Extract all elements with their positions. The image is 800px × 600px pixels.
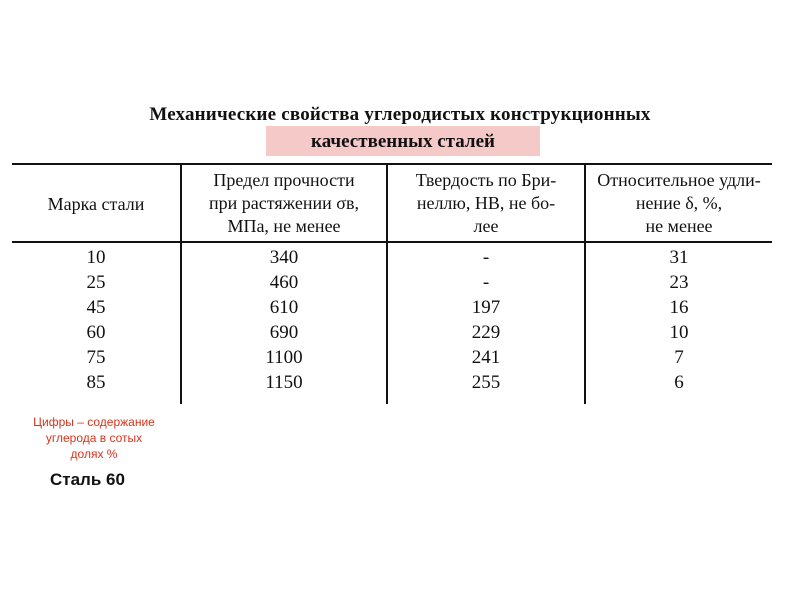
table-row [12, 295, 772, 320]
cell-elongation: 6 [674, 372, 684, 393]
header-tensile-strength [182, 169, 386, 238]
table-header-rule [12, 241, 772, 243]
cell-grade: 45 [86, 297, 106, 318]
properties-table [12, 163, 772, 404]
cell-hardness: 255 [471, 372, 501, 393]
header-line: неллю, НВ, не бо- [416, 193, 556, 213]
cell-grade: 10 [86, 247, 106, 268]
cell-elongation: 31 [669, 247, 689, 268]
cell-grade: 25 [86, 272, 106, 293]
header-line: не менее [645, 216, 713, 236]
cell-elongation: 23 [669, 272, 689, 293]
table-title-line1: Механические свойства углеродистых конструкционных [149, 104, 651, 125]
table-row [12, 245, 772, 270]
cell-strength: 1100 [265, 347, 303, 368]
steel-grade-label: Сталь 60 [50, 470, 125, 489]
cell-hardness: - [482, 272, 490, 293]
header-grade-line: Марка стали [47, 194, 145, 214]
table-row [12, 270, 772, 295]
header-line: нение δ, %, [635, 193, 723, 213]
cell-elongation: 10 [669, 322, 689, 343]
cell-elongation: 16 [669, 297, 689, 318]
cell-hardness: 197 [471, 297, 501, 318]
header-line: МПа, не менее [227, 216, 341, 236]
cell-strength: 610 [269, 297, 299, 318]
table-title-line2: качественных сталей [311, 131, 495, 152]
note-line: углерода в сотых [45, 431, 143, 445]
carbon-content-note [14, 414, 174, 462]
note-line: долях % [70, 447, 118, 461]
header-grade [12, 193, 180, 216]
cell-hardness: 241 [471, 347, 501, 368]
cell-elongation: 7 [674, 347, 684, 368]
table-row [12, 345, 772, 370]
cell-grade: 75 [86, 347, 106, 368]
cell-strength: 690 [269, 322, 299, 343]
table-row [12, 370, 772, 395]
header-brinell-hardness [388, 169, 584, 238]
cell-strength: 340 [269, 247, 299, 268]
header-line: Относительное удли- [597, 170, 761, 190]
cell-strength: 460 [269, 272, 299, 293]
cell-grade: 85 [86, 372, 106, 393]
table-top-rule [12, 163, 772, 165]
table-row [12, 320, 772, 345]
cell-hardness: - [482, 247, 490, 268]
cell-grade: 60 [86, 322, 106, 343]
cell-strength: 1150 [265, 372, 303, 393]
header-line: Твердость по Бри- [415, 170, 557, 190]
cell-hardness: 229 [471, 322, 501, 343]
header-line: лее [473, 216, 499, 236]
note-line: Цифры – содержание [33, 415, 155, 429]
header-line: при растяжении σв, [209, 193, 359, 213]
header-line: Предел прочности [213, 170, 355, 190]
header-elongation [586, 169, 772, 238]
